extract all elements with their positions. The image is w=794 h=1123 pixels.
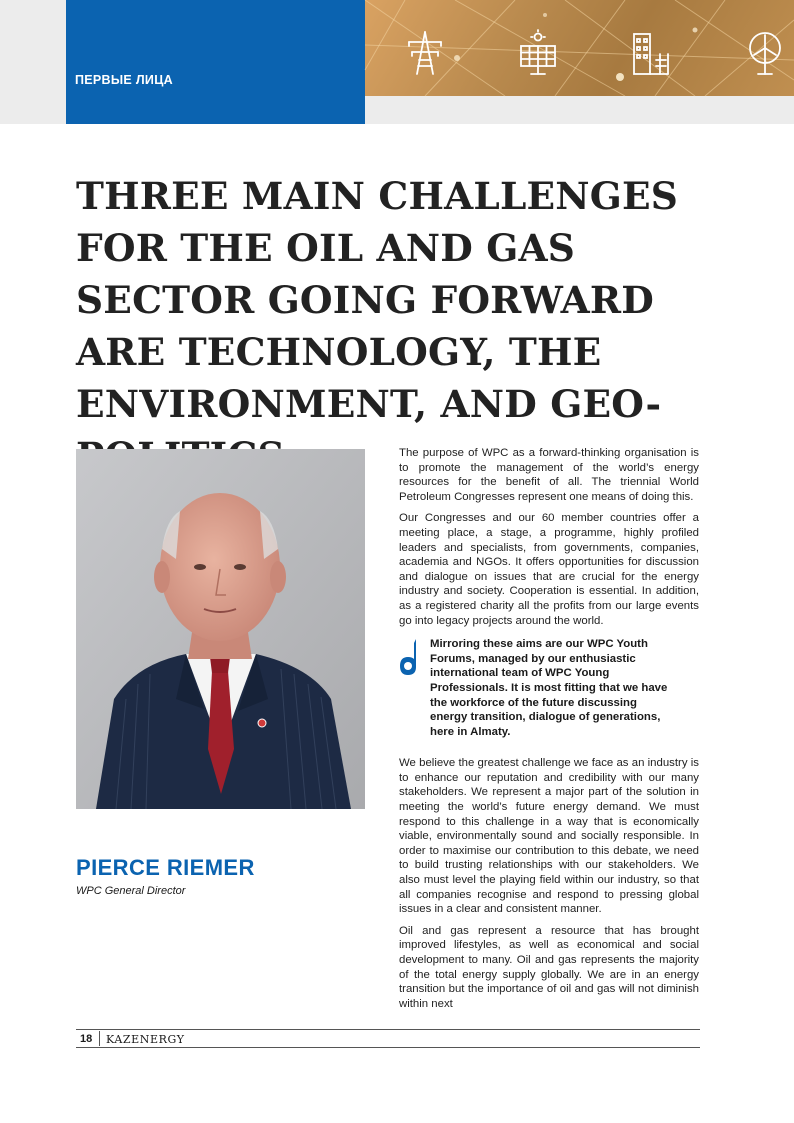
person-name: PIERCE RIEMER [76,855,255,880]
magazine-name: KAZENERGY [106,1033,185,1046]
person-title: WPC General Director [76,885,186,897]
page-number: 18 [80,1033,93,1045]
pull-quote [399,637,699,739]
article-headline: THREE MAIN CHALLENGES FOR THE OIL AND GAS SECTOR GOING FORWARD ARE TECHNOLOGY, THE ENVIRONMENT, AND GEO- [76,174,679,426]
body-paragraph: Our Congresses and our 60 member countries offer a meeting place, a stage, a programme, highly profiled leaders and specialists, from governments, companies, academia and NGOs. It offers opportunities for discussion and dialogue on issues that are crucial for the energy industry and society. Cooperation is essential. In addition, as a registered charity all the profits from our large events go into legacy projects around the world. [399,512,699,627]
section-tab [66,0,365,124]
pull-quote-text: Mirroring these aims are our WPC Youth Forums, managed by our enthusiastic international team of WPC Young Professionals. It is most fitting that we have the workforce of the future discussing energy transition, dialogue of generations, here in Almaty. [430,638,668,738]
body-paragraph: Oil and gas represent a resource that has brought improved lifestyles, as well as economical and social development to many. Oil and gas represents the majority of the total energy supply globally. We are in an energy transition but the importance of oil and gas will not diminish within next [399,924,699,1010]
portrait-photo [76,449,365,809]
wind-turbine-icon [744,30,786,76]
body-paragraph: We believe the greatest challenge we face as an industry is to enhance our reputation and credibility with our many stakeholders. We represent a major part of the solution in meeting the world’s future energy demand. We must respond to this challenge in a way that is economically viable, environmentally sound and socially responsible. In order to maximise our contribution to this debate, we need to build trusting relationships with our stakeholders. We also must level the playing field within our industry, so that all companies recognise and respond to pressing global issues in a clear and consistent manner. [399,757,699,916]
factory-icon [630,30,672,76]
footer-rule [76,1047,700,1048]
footer-divider [99,1031,100,1046]
power-tower-icon [405,30,445,76]
article-body [399,446,699,1010]
footer-rule [76,1029,700,1030]
solar-panel-icon [517,30,559,76]
quote-mark-icon [399,637,421,677]
section-label: ПЕРВЫЕ ЛИЦА [75,73,173,87]
body-paragraph: The purpose of WPC as a forward-thinking organisation is to promote the management of the world’s energy resources for the benefit of all. The triennial World Petroleum Congresses represent one means of doing this. [399,447,699,503]
